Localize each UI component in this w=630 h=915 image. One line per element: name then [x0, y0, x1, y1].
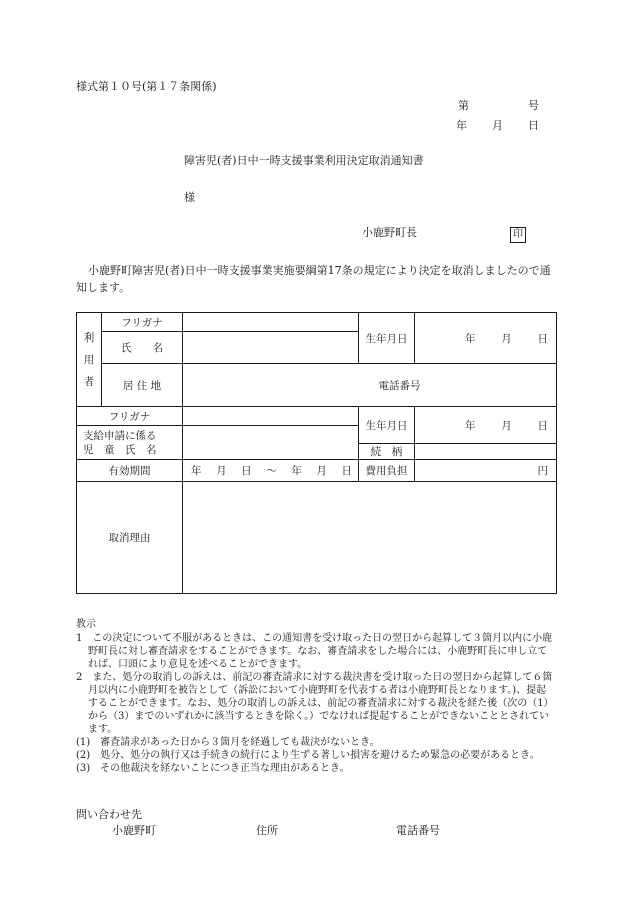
- user-address-field[interactable]: [183, 364, 557, 407]
- child-dob-label: 生年月日: [359, 407, 415, 444]
- sender-name: 小鹿野町長: [362, 226, 417, 239]
- instruction-item-5: (3) その他裁決を経ないことにつき正当な理由があるとき。: [76, 763, 350, 774]
- instruction-item-2: 2 また、処分の取消しの訴えは、前記の審査請求に対する裁決書を受け取った日の翌日から起算して６箇月以内に小鹿野町を被告として（訴訟において小鹿野町を代表する者は小鹿野町長となります。)、提起することができます。なお、処分の取消しの訴えは、前記の審査請求に対する裁決を経た後（次の（1）から（3）までのいずれかに該当するときを除く。）でなければ提起することができないこととされています。: [76, 672, 554, 735]
- contact-phone-label: 電話番号: [396, 824, 440, 837]
- document-number-suffix: 号: [528, 99, 539, 112]
- issue-day-label: 日: [528, 119, 539, 132]
- user-dob-field[interactable]: 年 月 日: [415, 313, 557, 364]
- relationship-label: 続 柄: [359, 444, 415, 460]
- body-text: 小鹿野町障害児(者)日中一時支援事業実施要綱第17条の規定により決定を取消しましたので通知します。: [76, 264, 551, 294]
- form-table: [76, 312, 557, 594]
- addressee-suffix: 様: [184, 191, 195, 204]
- user-phone-label: 電話番号: [378, 379, 421, 392]
- document-title: 障害児(者)日中一時支援事業利用決定取消通知書: [184, 154, 424, 167]
- instructions-heading: 教示: [76, 619, 96, 630]
- instruction-item-1: 1 この決定について不服があるときは、この通知書を受け取った日の翌日から起算して３箇月以内に小鹿野町長に対し審査請求をすることができます。なお、審査請求をした場合には、小鹿野町長に申し立てれば、口頭により意見を述べることができます。: [76, 633, 553, 670]
- contact-heading: 問い合わせ先: [76, 808, 142, 821]
- instruction-item-4: (2) 処分、処分の執行又は手続きの続行により生ずる著しい損害を避けるため緊急の必要があるとき。: [76, 750, 540, 761]
- user-section-label: 利 用 者: [77, 313, 102, 407]
- contact-address-label: 住所: [256, 824, 278, 837]
- cost-label: 費用負担: [359, 460, 415, 482]
- child-furigana-label: フリガナ: [77, 407, 183, 426]
- instructions: [76, 618, 556, 775]
- issue-month-label: 月: [492, 119, 503, 132]
- reason-label: 取消理由: [77, 482, 183, 594]
- seal-mark: [510, 222, 526, 243]
- form-number: 様式第１０号(第１７条関係): [76, 80, 217, 93]
- reason-field[interactable]: [183, 482, 557, 594]
- child-name-label: 支給申請に係る 児 童 氏 名: [77, 426, 183, 460]
- validity-label: 有効期間: [77, 460, 183, 482]
- issue-year-label: 年: [456, 119, 467, 132]
- user-name-label: 氏 名: [102, 332, 183, 364]
- document-number-prefix: 第: [458, 99, 469, 112]
- contact-office: 小鹿野町: [112, 824, 156, 837]
- user-address-label: 居 住 地: [102, 364, 183, 407]
- user-furigana-label: フリガナ: [102, 313, 183, 332]
- child-furigana-field[interactable]: [183, 407, 359, 426]
- user-name-field[interactable]: [183, 332, 359, 364]
- validity-field[interactable]: 年 月 日 〜 年 月 日: [183, 460, 359, 482]
- cost-field[interactable]: 円: [415, 460, 557, 482]
- user-furigana-field[interactable]: [183, 313, 359, 332]
- child-dob-field[interactable]: 年 月 日: [415, 407, 557, 444]
- instruction-item-3: (1) 審査請求があった日から３箇月を経過しても裁決がないとき。: [76, 737, 380, 748]
- seal-label: 印: [510, 227, 526, 243]
- relationship-field[interactable]: [415, 444, 557, 460]
- user-dob-label: 生年月日: [359, 313, 415, 364]
- child-name-field[interactable]: [183, 426, 359, 460]
